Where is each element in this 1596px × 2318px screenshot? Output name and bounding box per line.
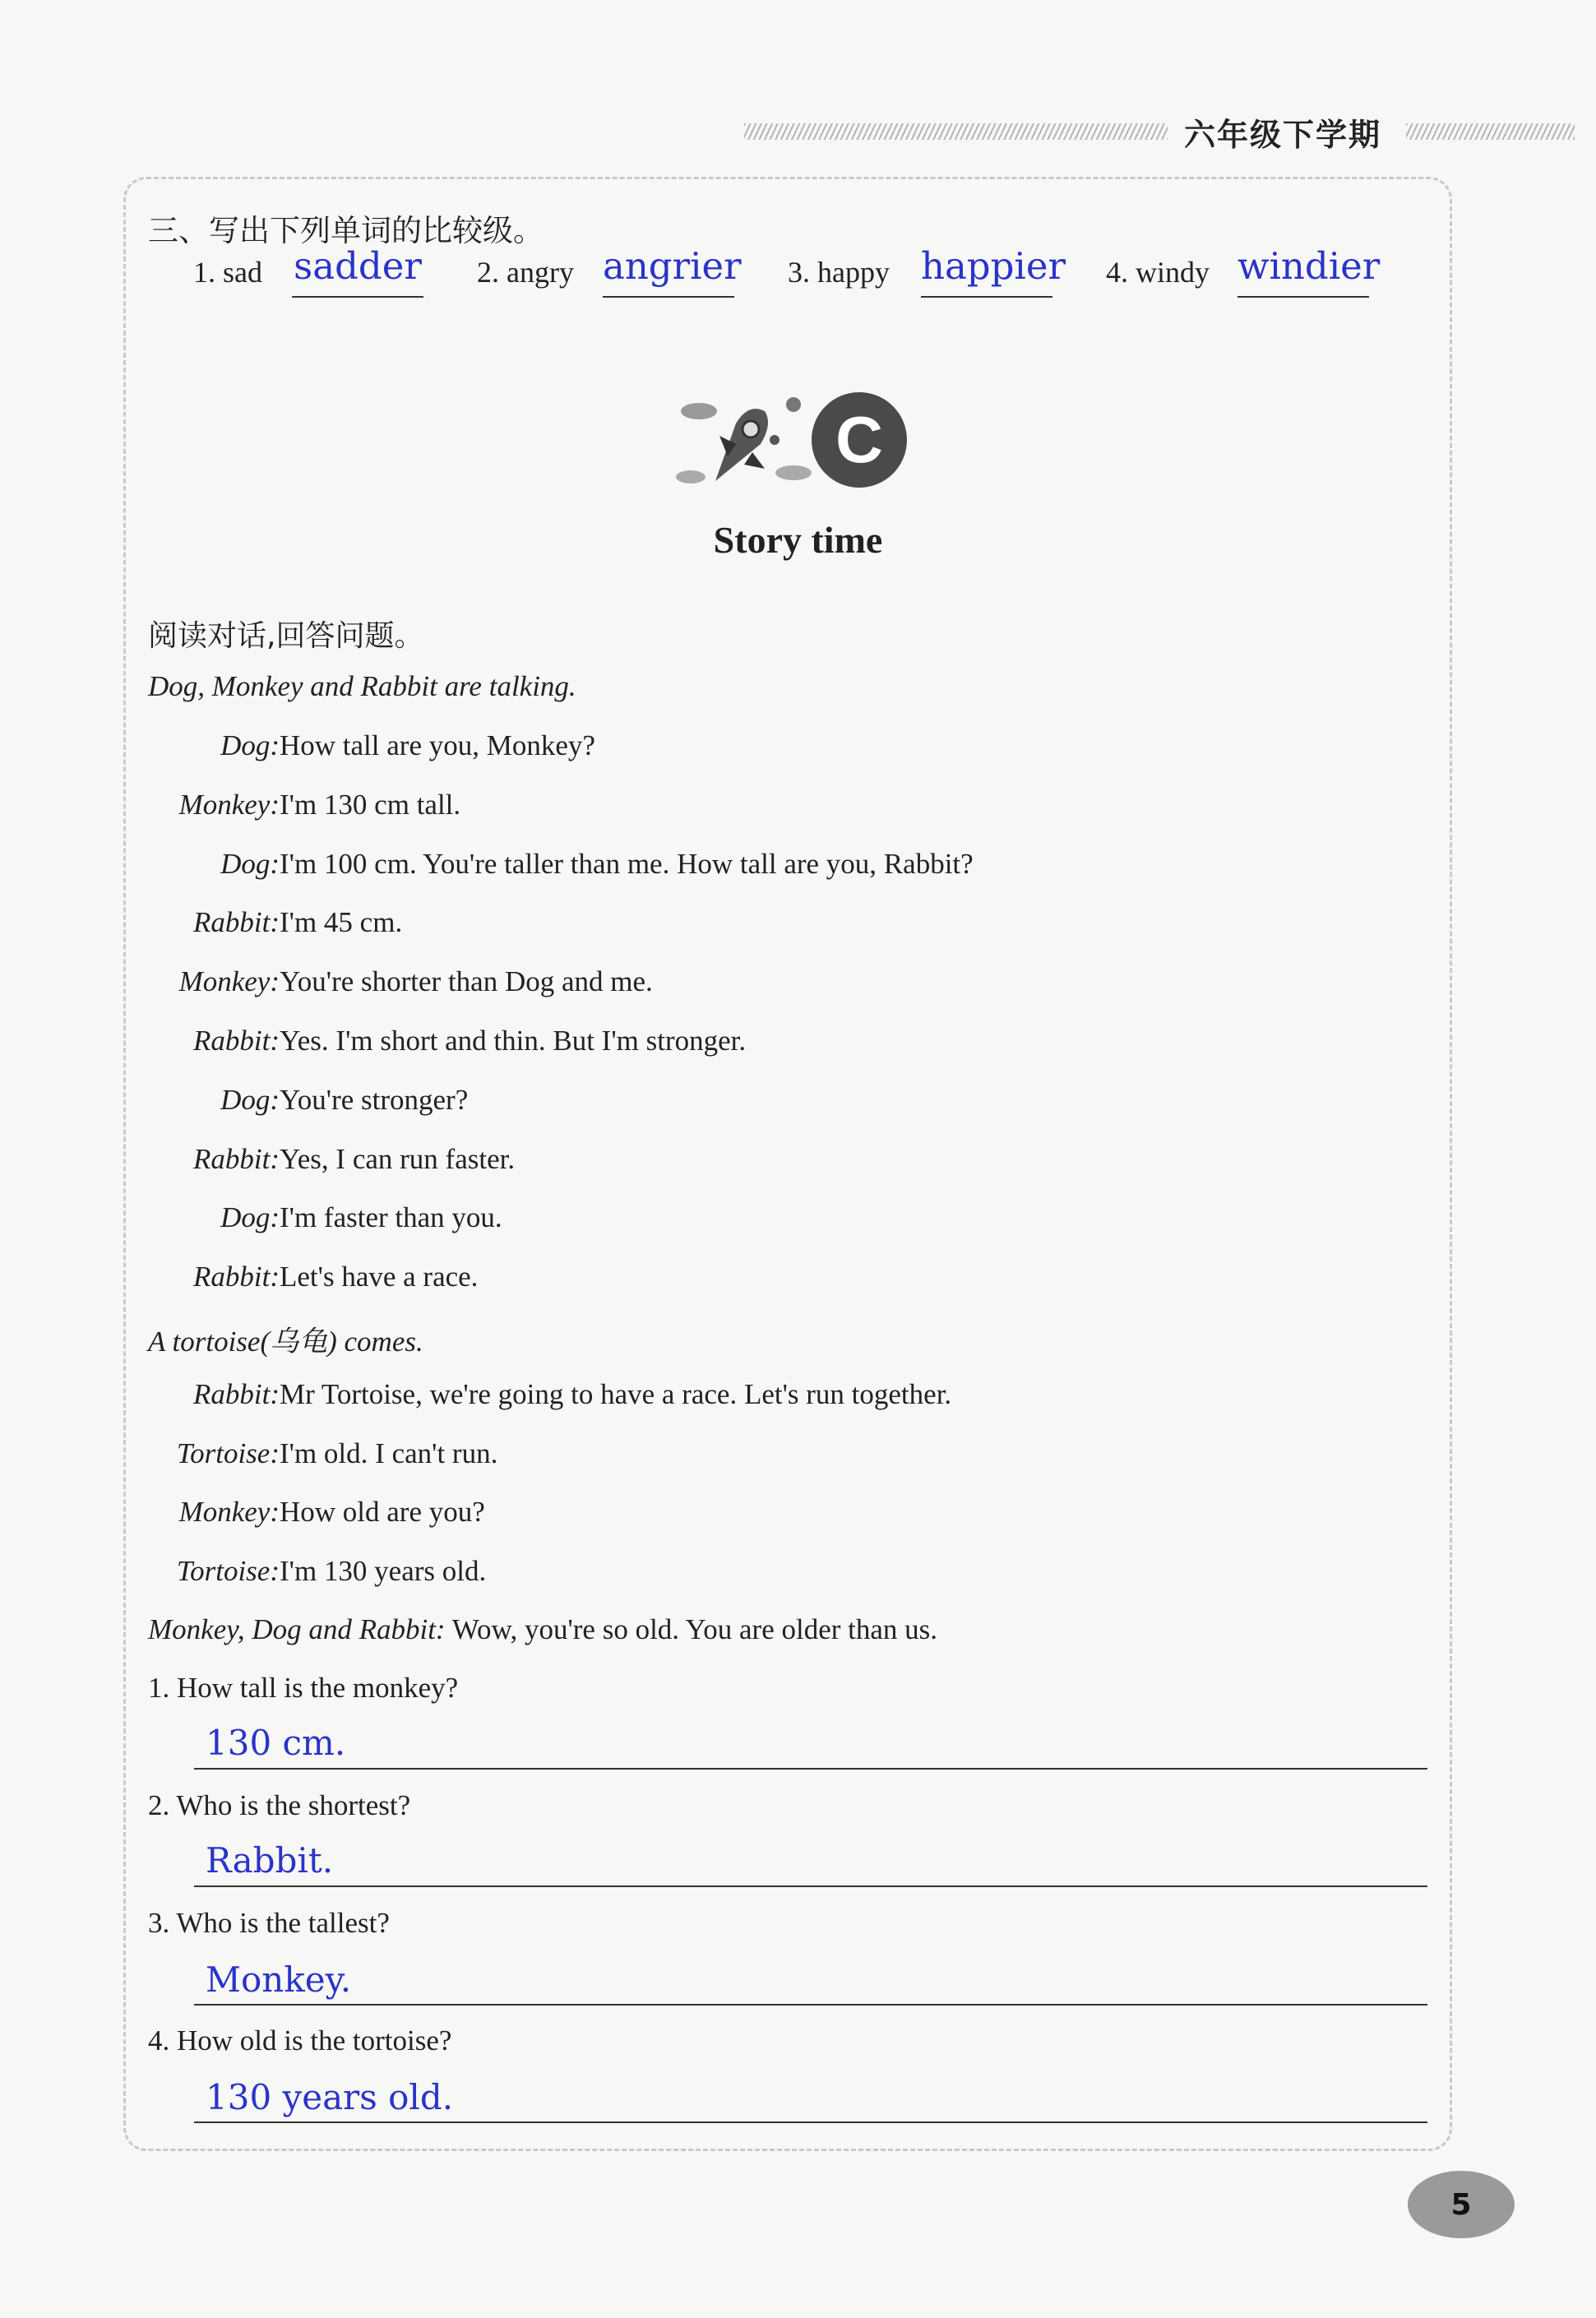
dialogue-text: I'm 100 cm. You're taller than me. How tall are you, Rabbit? bbox=[280, 847, 974, 880]
speaker-name: Monkey: bbox=[178, 1496, 280, 1528]
dialogue-text: You're stronger? bbox=[280, 1083, 469, 1116]
dialogue-text: I'm 130 years old. bbox=[280, 1554, 487, 1587]
answer-field-2[interactable]: angrier bbox=[603, 247, 734, 298]
speaker-name: Rabbit: bbox=[193, 1142, 280, 1175]
rocket-c-logo-icon bbox=[670, 386, 917, 493]
narration-2: A tortoise(乌龟) comes. bbox=[148, 1326, 423, 1358]
speaker-name: Dog: bbox=[220, 1201, 280, 1234]
narration-1: Dog, Monkey and Rabbit are talking. bbox=[148, 670, 576, 702]
dialogue-text: Mr Tortoise, we're going to have a race. Let's run together. bbox=[280, 1378, 952, 1410]
question-2: 2. Who is the shortest? bbox=[148, 1789, 411, 1821]
dialogue-text: Let's have a race. bbox=[280, 1261, 479, 1293]
dialogue-text: I'm old. I can't run. bbox=[280, 1437, 498, 1469]
speaker-name: Rabbit: bbox=[193, 1025, 280, 1057]
item-number: 3. bbox=[788, 256, 810, 289]
instruction: 阅读对话,回答问题。 bbox=[148, 619, 424, 653]
dialogue-text: Yes, I can run faster. bbox=[280, 1142, 516, 1175]
word-item-4 bbox=[1106, 255, 1210, 289]
answer-2[interactable]: Rabbit. bbox=[206, 1840, 334, 1881]
answer-field-3[interactable]: happier bbox=[921, 247, 1052, 298]
dialogue-text: I'm 130 cm tall. bbox=[280, 788, 461, 821]
speaker-name: Monkey: bbox=[178, 788, 280, 821]
item-word: windy bbox=[1136, 256, 1210, 289]
dialogue-text: You're shorter than Dog and me. bbox=[280, 965, 653, 998]
item-word: happy bbox=[817, 256, 890, 289]
dialogue-text: How old are you? bbox=[280, 1496, 485, 1528]
header-hatch-left bbox=[744, 123, 1168, 140]
item-word: angry bbox=[507, 256, 574, 289]
story-title: Story time bbox=[713, 519, 883, 561]
part-letter: C bbox=[835, 403, 883, 476]
dialogue-text: How tall are you, Monkey? bbox=[280, 729, 595, 761]
question-4: 4. How old is the tortoise? bbox=[148, 2024, 452, 2057]
speaker-name: Tortoise: bbox=[176, 1437, 280, 1469]
item-number: 1. bbox=[193, 256, 215, 289]
final-speaker: Monkey, Dog and Rabbit: bbox=[148, 1613, 446, 1645]
word-item-1 bbox=[193, 255, 262, 289]
answer-1[interactable]: 130 cm. bbox=[206, 1723, 346, 1763]
final-text: Wow, you're so old. You are older than us. bbox=[451, 1613, 938, 1645]
speaker-name: Tortoise: bbox=[176, 1554, 280, 1587]
answer-3[interactable]: Monkey. bbox=[206, 1959, 352, 2000]
answer-4[interactable]: 130 years old. bbox=[206, 2077, 454, 2117]
speaker-name: Monkey: bbox=[178, 965, 280, 998]
answer-line-4 bbox=[194, 2121, 1427, 2123]
dialogue-text: I'm faster than you. bbox=[280, 1201, 502, 1234]
final-dialogue-line bbox=[148, 1613, 937, 1646]
answer-field-4[interactable]: windier bbox=[1237, 247, 1369, 298]
question-1: 1. How tall is the monkey? bbox=[148, 1672, 459, 1704]
speaker-name: Rabbit: bbox=[193, 1261, 280, 1293]
speaker-name: Dog: bbox=[220, 729, 280, 761]
answer-line-2 bbox=[194, 1885, 1427, 1887]
answer-line-3 bbox=[194, 2004, 1427, 2006]
grade-label: 六年级下学期 bbox=[1184, 117, 1382, 153]
question-3: 3. Who is the tallest? bbox=[148, 1907, 390, 1939]
item-number: 2. bbox=[477, 256, 499, 289]
speaker-name: Rabbit: bbox=[193, 1378, 280, 1410]
dialogue-text: Yes. I'm short and thin. But I'm stronger. bbox=[280, 1025, 747, 1057]
speaker-name: Dog: bbox=[220, 1083, 280, 1116]
speaker-name: Rabbit: bbox=[193, 906, 280, 939]
answer-line-1 bbox=[194, 1768, 1427, 1770]
answer-field-1[interactable]: sadder bbox=[292, 247, 423, 298]
dialogue-text: I'm 45 cm. bbox=[280, 906, 403, 939]
header-hatch-right bbox=[1406, 123, 1575, 140]
item-word: sad bbox=[223, 256, 262, 289]
item-number: 4. bbox=[1106, 256, 1128, 289]
speaker-name: Dog: bbox=[220, 847, 280, 880]
section-title: 三、写出下列单词的比较级。 bbox=[148, 213, 544, 248]
word-item-2 bbox=[477, 255, 574, 289]
page-number: 5 bbox=[1408, 2171, 1515, 2238]
word-item-3 bbox=[788, 255, 890, 289]
